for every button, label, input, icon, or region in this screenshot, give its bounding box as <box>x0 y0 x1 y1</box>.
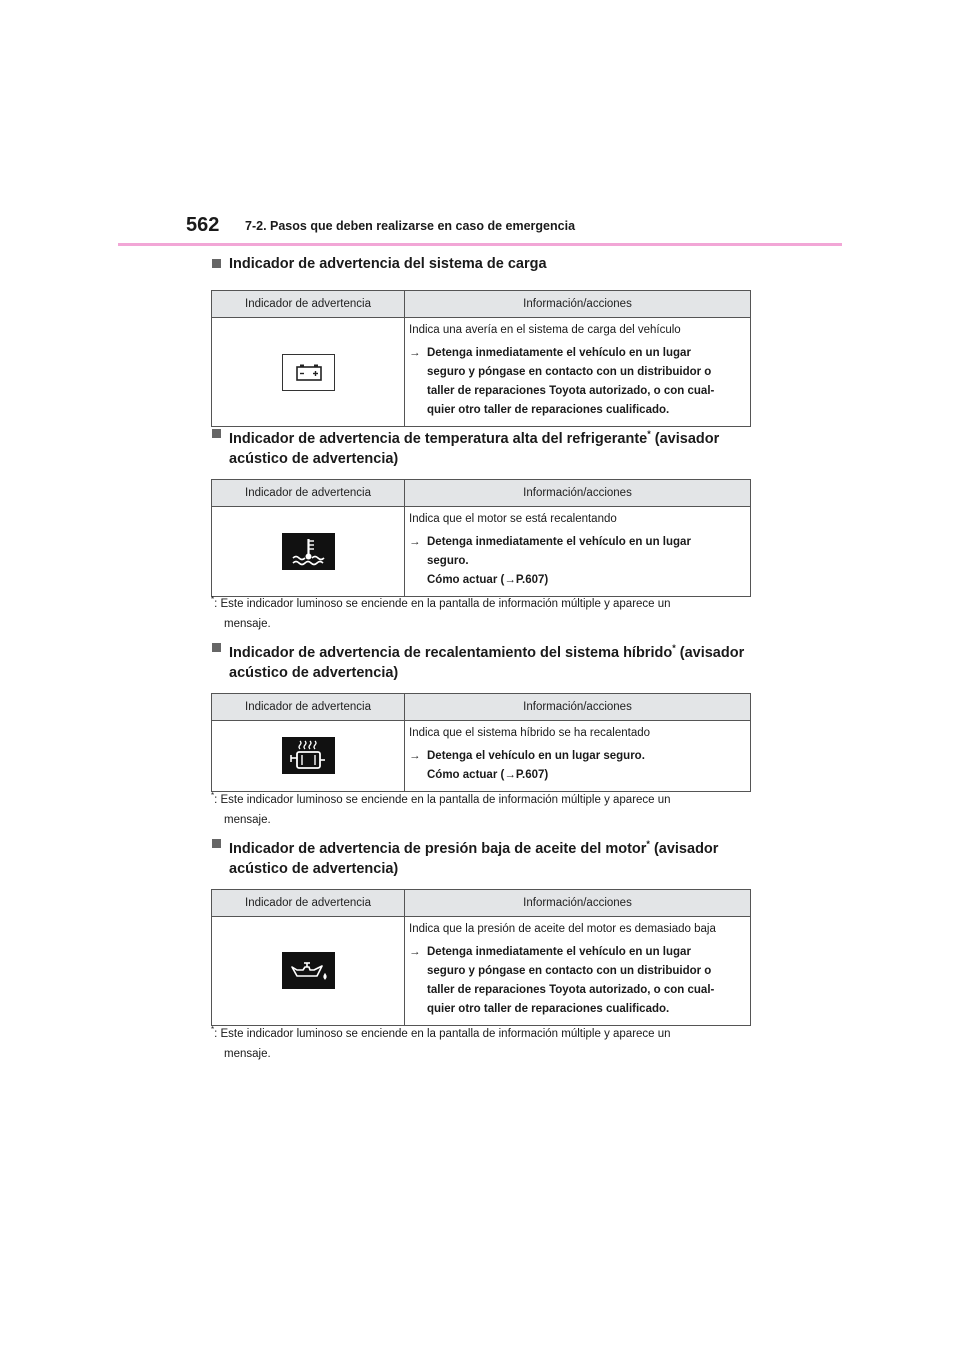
section-title: Indicador de advertencia de recalentamiento del sistema híbrido* (avisador acústico de advertencia) <box>211 638 751 683</box>
square-bullet-icon <box>212 839 221 848</box>
square-bullet-icon <box>212 429 221 438</box>
col-header-info: Información/acciones <box>405 291 751 318</box>
section-charging-system <box>211 254 751 427</box>
info-text: Indica que el motor se está recalentando <box>409 512 617 525</box>
arrow-icon: → <box>409 749 421 762</box>
col-header-indicator: Indicador de advertencia <box>212 479 405 506</box>
indicator-cell <box>212 318 405 427</box>
action-text: → Detenga inmediatamente el vehículo en un lugar seguro. Cómo actuar (→P.607) <box>409 533 746 590</box>
action-text: → Detenga inmediatamente el vehículo en un lugar seguro y póngase en contacto con un distribuidor o taller de reparaciones Toyota autorizado, o con cual- quier otro taller de reparaciones cualificado. <box>409 943 746 1019</box>
col-header-indicator: Indicador de advertencia <box>212 291 405 318</box>
indicator-table <box>211 479 751 597</box>
info-text: Indica que el sistema híbrido se ha recalentado <box>409 726 651 739</box>
indicator-cell <box>212 916 405 1025</box>
footnote: *: Este indicador luminoso se enciende en la pantalla de información múltiple y aparece un mensaje. <box>211 791 671 826</box>
section-title: Indicador de advertencia de presión baja de aceite del motor* (avisador acústico de advertencia) <box>211 834 751 879</box>
arrow-icon: → <box>504 573 516 586</box>
oil-pressure-icon <box>282 952 335 989</box>
action-text: → Detenga inmediatamente el vehículo en un lugar seguro y póngase en contacto con un distribuidor o taller de reparaciones Toyota autorizado, o con cual- quier otro taller de reparaciones cualificado. <box>409 344 746 420</box>
info-cell <box>405 506 751 596</box>
col-header-info: Información/acciones <box>405 889 751 916</box>
indicator-table <box>211 693 751 792</box>
col-header-indicator: Indicador de advertencia <box>212 889 405 916</box>
action-text: → Detenga el vehículo en un lugar seguro. Cómo actuar (→P.607) <box>409 747 746 785</box>
indicator-table <box>211 290 751 427</box>
col-header-info: Información/acciones <box>405 693 751 720</box>
page-number: 562 <box>186 214 220 236</box>
page-reference-link[interactable]: P.607) <box>515 573 549 586</box>
arrow-icon: → <box>409 535 421 548</box>
footnote: *: Este indicador luminoso se enciende en la pantalla de información múltiple y aparece un mensaje. <box>211 1025 671 1060</box>
section-oil-pressure <box>211 834 751 1026</box>
battery-icon <box>282 354 335 391</box>
hybrid-overheat-icon <box>282 737 335 774</box>
info-text: Indica que la presión de aceite del motor es demasiado baja <box>409 922 716 935</box>
info-cell <box>405 916 751 1025</box>
square-bullet-icon <box>212 259 221 268</box>
section-title: Indicador de advertencia de temperatura alta del refrigerante* (avisador acústico de advertencia) <box>211 424 751 469</box>
chapter-title: 7-2. Pasos que deben realizarse en caso de emergencia <box>245 219 576 233</box>
info-text: Indica una avería en el sistema de carga del vehículo <box>409 324 681 336</box>
arrow-icon: → <box>504 768 516 781</box>
footnote: *: Este indicador luminoso se enciende en la pantalla de información múltiple y aparece un mensaje. <box>211 595 671 630</box>
indicator-table <box>211 889 751 1026</box>
page-reference-link[interactable]: P.607) <box>515 768 549 781</box>
indicator-cell <box>212 720 405 791</box>
section-coolant-temperature <box>211 424 751 597</box>
header-rule <box>118 243 842 246</box>
info-cell <box>405 720 751 791</box>
coolant-temperature-icon <box>282 533 335 570</box>
info-cell <box>405 318 751 427</box>
section-title: Indicador de advertencia del sistema de carga <box>211 254 751 274</box>
arrow-icon: → <box>409 945 421 958</box>
section-hybrid-overheat <box>211 638 751 792</box>
col-header-indicator: Indicador de advertencia <box>212 693 405 720</box>
arrow-icon: → <box>409 347 421 359</box>
indicator-cell <box>212 506 405 596</box>
col-header-info: Información/acciones <box>405 479 751 506</box>
square-bullet-icon <box>212 643 221 652</box>
